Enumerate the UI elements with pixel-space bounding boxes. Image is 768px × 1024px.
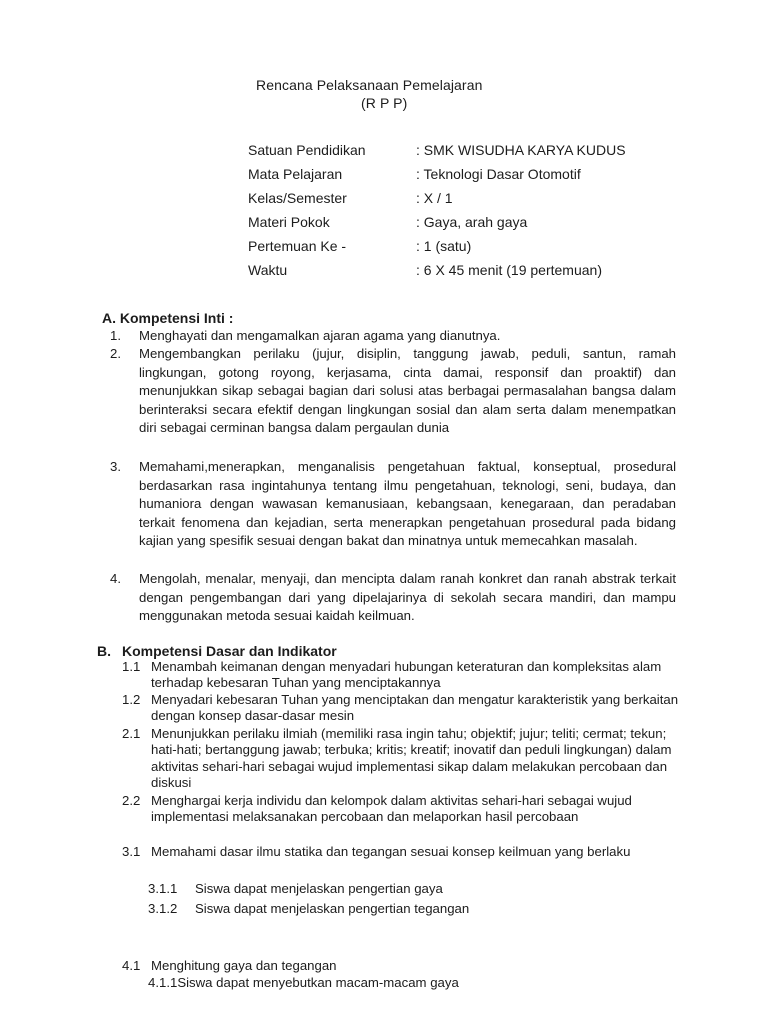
ki-item bbox=[110, 570, 676, 626]
kd-item bbox=[122, 793, 682, 826]
kd-text: Menghitung gaya dan tegangan bbox=[151, 958, 337, 973]
ki-text: Memahami,menerapkan, menganalisis pengetahuan faktual, konseptual, prosedural berdasarkan rasa ingintahunya tentang ilmu pengetahuan, teknologi, seni, budaya, dan humaniora dengan wawasan kemanusiaan, kebangsaan, kenegaraan, dan peradaban terkait fenomena dan kejadian, serta menerapkan pengetahuan prosedural pada bidang kajian yang spesifik sesuai dengan bakat dan minatnya untuk memecahkan masalah. bbox=[139, 459, 676, 549]
info-value: : Gaya, arah gaya bbox=[416, 214, 528, 230]
kd-item bbox=[122, 726, 682, 791]
kd-number: 2.1 bbox=[122, 726, 141, 741]
info-value: : Teknologi Dasar Otomotif bbox=[416, 166, 581, 182]
ki-item bbox=[110, 327, 676, 346]
ki-text: Mengembangkan perilaku (jujur, disiplin, tanggung jawab, peduli, santun, ramah lingkungan, gotong royong, kerjasama, cinta damai, responsif dan proaktif) dan menunjukkan sikap sebagai bagian dari solusi atas berbagai permasalahan bangsa dalam berinteraksi secara efektif dengan lingkungan sosial dan alam serta dalam menempatkan diri sebagai cerminan bangsa dalam pergaulan dunia bbox=[139, 346, 676, 436]
indicator-text: Siswa dapat menjelaskan pengertian gaya bbox=[195, 881, 443, 896]
info-label: Kelas/Semester bbox=[248, 190, 347, 206]
kd-text: Menyadari kebesaran Tuhan yang menciptakan dan mengatur karakteristik yang berkaitan dengan konsep dasar-dasar mesin bbox=[151, 692, 679, 724]
ki-number: 1. bbox=[110, 328, 121, 343]
indicator-text: 4.1.1Siswa dapat menyebutkan macam-macam gaya bbox=[148, 975, 459, 990]
kd-text: Menghargai kerja individu dan kelompok dalam aktivitas sehari-hari sebagai wujud implementasi melaksanakan percobaan dan melaporkan hasil percobaan bbox=[151, 793, 632, 825]
kd-number: 2.2 bbox=[122, 793, 141, 808]
kd-text: Menambah keimanan dengan menyadari hubungan keteraturan dan kompleksitas alam terhadap kebesaran Tuhan yang menciptakannya bbox=[151, 659, 662, 691]
kd-item bbox=[122, 692, 682, 725]
info-value: : 6 X 45 menit (19 pertemuan) bbox=[416, 262, 602, 278]
info-label: Satuan Pendidikan bbox=[248, 142, 366, 158]
section-b-heading: Kompetensi Dasar dan Indikator bbox=[122, 643, 337, 659]
kd-text: Memahami dasar ilmu statika dan tegangan sesuai konsep keilmuan yang berlaku bbox=[151, 844, 631, 859]
kd-item bbox=[122, 844, 682, 860]
indicator-number: 3.1.2 bbox=[148, 901, 178, 916]
ki-item bbox=[110, 345, 676, 438]
kd-item bbox=[122, 659, 682, 692]
info-value: : X / 1 bbox=[416, 190, 453, 206]
ki-item bbox=[110, 458, 676, 551]
info-value: : SMK WISUDHA KARYA KUDUS bbox=[416, 142, 626, 158]
ki-text: Mengolah, menalar, menyaji, dan mencipta dalam ranah konkret dan ranah abstrak terkait dengan pengembangan dari yang dipelajarinya di sekolah secara mandiri, dan mampu menggunakan metoda sesuai kaidah keilmuan. bbox=[139, 571, 676, 624]
kd-number: 3.1 bbox=[122, 844, 141, 859]
info-label: Waktu bbox=[248, 262, 288, 278]
section-b-letter: B. bbox=[97, 643, 111, 659]
ki-number: 2. bbox=[110, 346, 121, 361]
kd-number: 4.1 bbox=[122, 958, 141, 973]
kd-text: Menunjukkan perilaku ilmiah (memiliki rasa ingin tahu; objektif; jujur; teliti; cermat; tekun; hati-hati; bertanggung jawab; terbuka; kritis; kreatif; inovatif dan peduli lingkungan) dalam aktivitas sehari-hari sebagai wujud implementasi sikap dalam melakukan percobaan dan diskusi bbox=[151, 726, 672, 790]
section-a-heading: A. Kompetensi Inti : bbox=[102, 310, 234, 326]
ki-text: Menghayati dan mengamalkan ajaran agama yang dianutnya. bbox=[139, 328, 501, 343]
info-label: Pertemuan Ke - bbox=[248, 238, 347, 254]
kd-number: 1.2 bbox=[122, 692, 141, 707]
document-title: Rencana Pelaksanaan Pemelajaran bbox=[256, 77, 483, 93]
indicator-number: 3.1.1 bbox=[148, 881, 178, 896]
info-label: Materi Pokok bbox=[248, 214, 330, 230]
ki-number: 3. bbox=[110, 459, 121, 474]
ki-number: 4. bbox=[110, 571, 121, 586]
info-value: : 1 (satu) bbox=[416, 238, 472, 254]
document-subtitle: (R P P) bbox=[361, 95, 408, 111]
info-label: Mata Pelajaran bbox=[248, 166, 343, 182]
kd-number: 1.1 bbox=[122, 659, 141, 674]
indicator-text: Siswa dapat menjelaskan pengertian tegangan bbox=[195, 901, 470, 916]
